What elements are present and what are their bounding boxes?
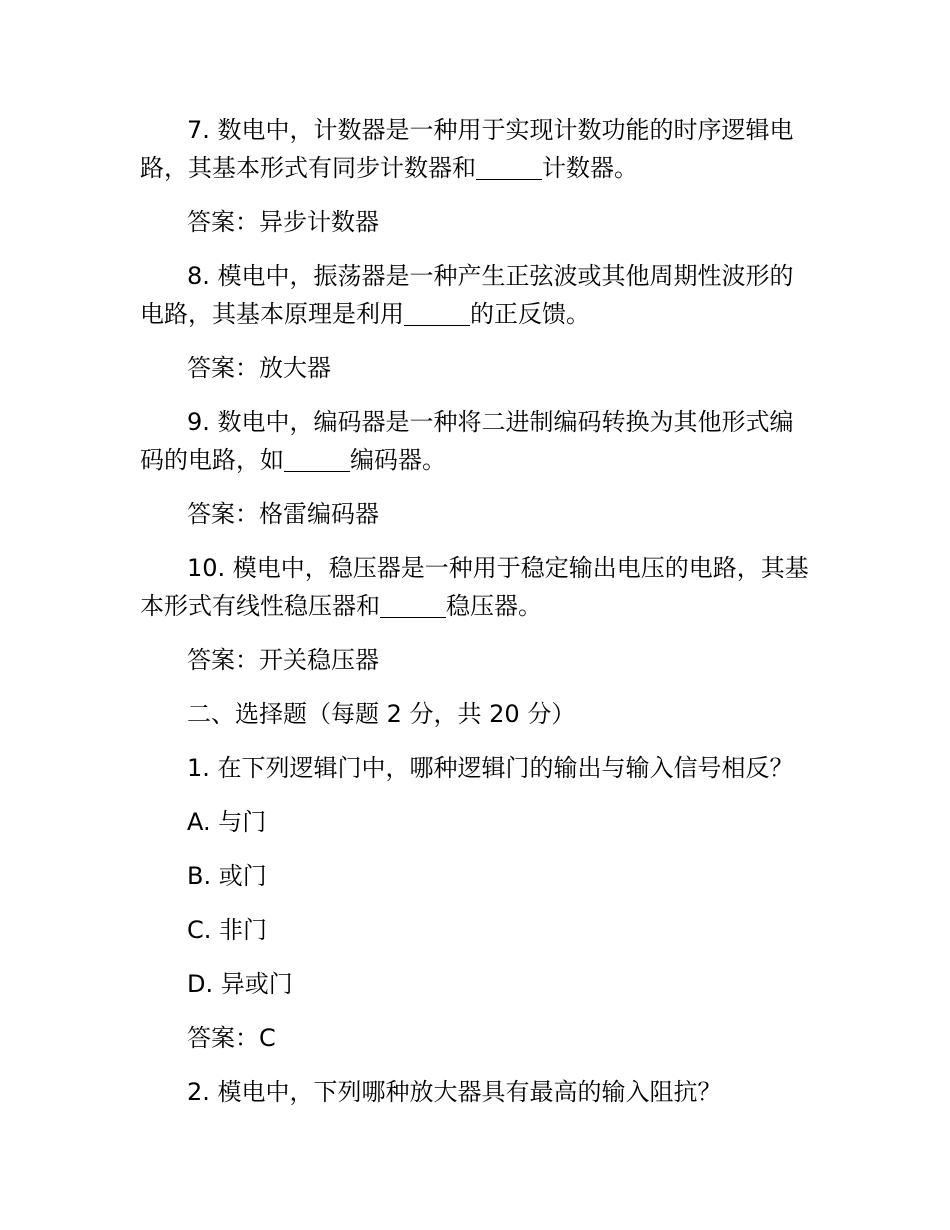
section-2-heading: 二、选择题（每题 2 分，共 20 分） <box>187 700 576 728</box>
question-10-text-after: 稳压器。 <box>446 592 542 620</box>
document-content <box>140 111 812 1111</box>
question-7-text-before: 7. 数电中，计数器是一种用于实现计数功能的时序逻辑电路，其基本形式有同步计数器和 <box>140 116 794 182</box>
question-8-text-before: 8. 模电中，振荡器是一种产生正弦波或其他周期性波形的电路，其基本原理是利用 <box>140 262 794 328</box>
question-7-text-after: 计数器。 <box>542 154 638 182</box>
question-8-answer: 答案：放大器 <box>187 354 331 382</box>
question-9-text-before: 9. 数电中，编码器是一种将二进制编码转换为其他形式编码的电路，如 <box>140 408 794 474</box>
question-10-text-before: 10. 模电中，稳压器是一种用于稳定输出电压的电路，其基本形式有线性稳压器和 <box>140 554 809 620</box>
question-9-answer: 答案：格雷编码器 <box>187 500 379 528</box>
question-8 <box>140 257 812 333</box>
question-8-blank <box>404 301 470 326</box>
choice-question-1-answer: 答案：C <box>187 1024 276 1052</box>
question-9-text-after: 编码器。 <box>350 446 446 474</box>
choice-question-2: 2. 模电中，下列哪种放大器具有最高的输入阻抗？ <box>187 1078 722 1106</box>
question-10 <box>140 549 812 625</box>
question-7 <box>140 111 812 187</box>
choice-option-c: C. 非门 <box>187 916 268 944</box>
choice-option-b: B. 或门 <box>187 862 267 890</box>
question-9 <box>140 403 812 479</box>
question-7-blank <box>476 155 542 180</box>
question-8-text-after: 的正反馈。 <box>470 300 590 328</box>
choice-question-1: 1. 在下列逻辑门中，哪种逻辑门的输出与输入信号相反？ <box>187 754 794 782</box>
question-9-blank <box>284 447 350 472</box>
choice-option-a: A. 与门 <box>187 808 267 836</box>
question-10-blank <box>380 593 446 618</box>
choice-option-d: D. 异或门 <box>187 970 293 998</box>
question-10-answer: 答案：开关稳压器 <box>187 646 379 674</box>
question-7-answer: 答案：异步计数器 <box>187 208 379 236</box>
